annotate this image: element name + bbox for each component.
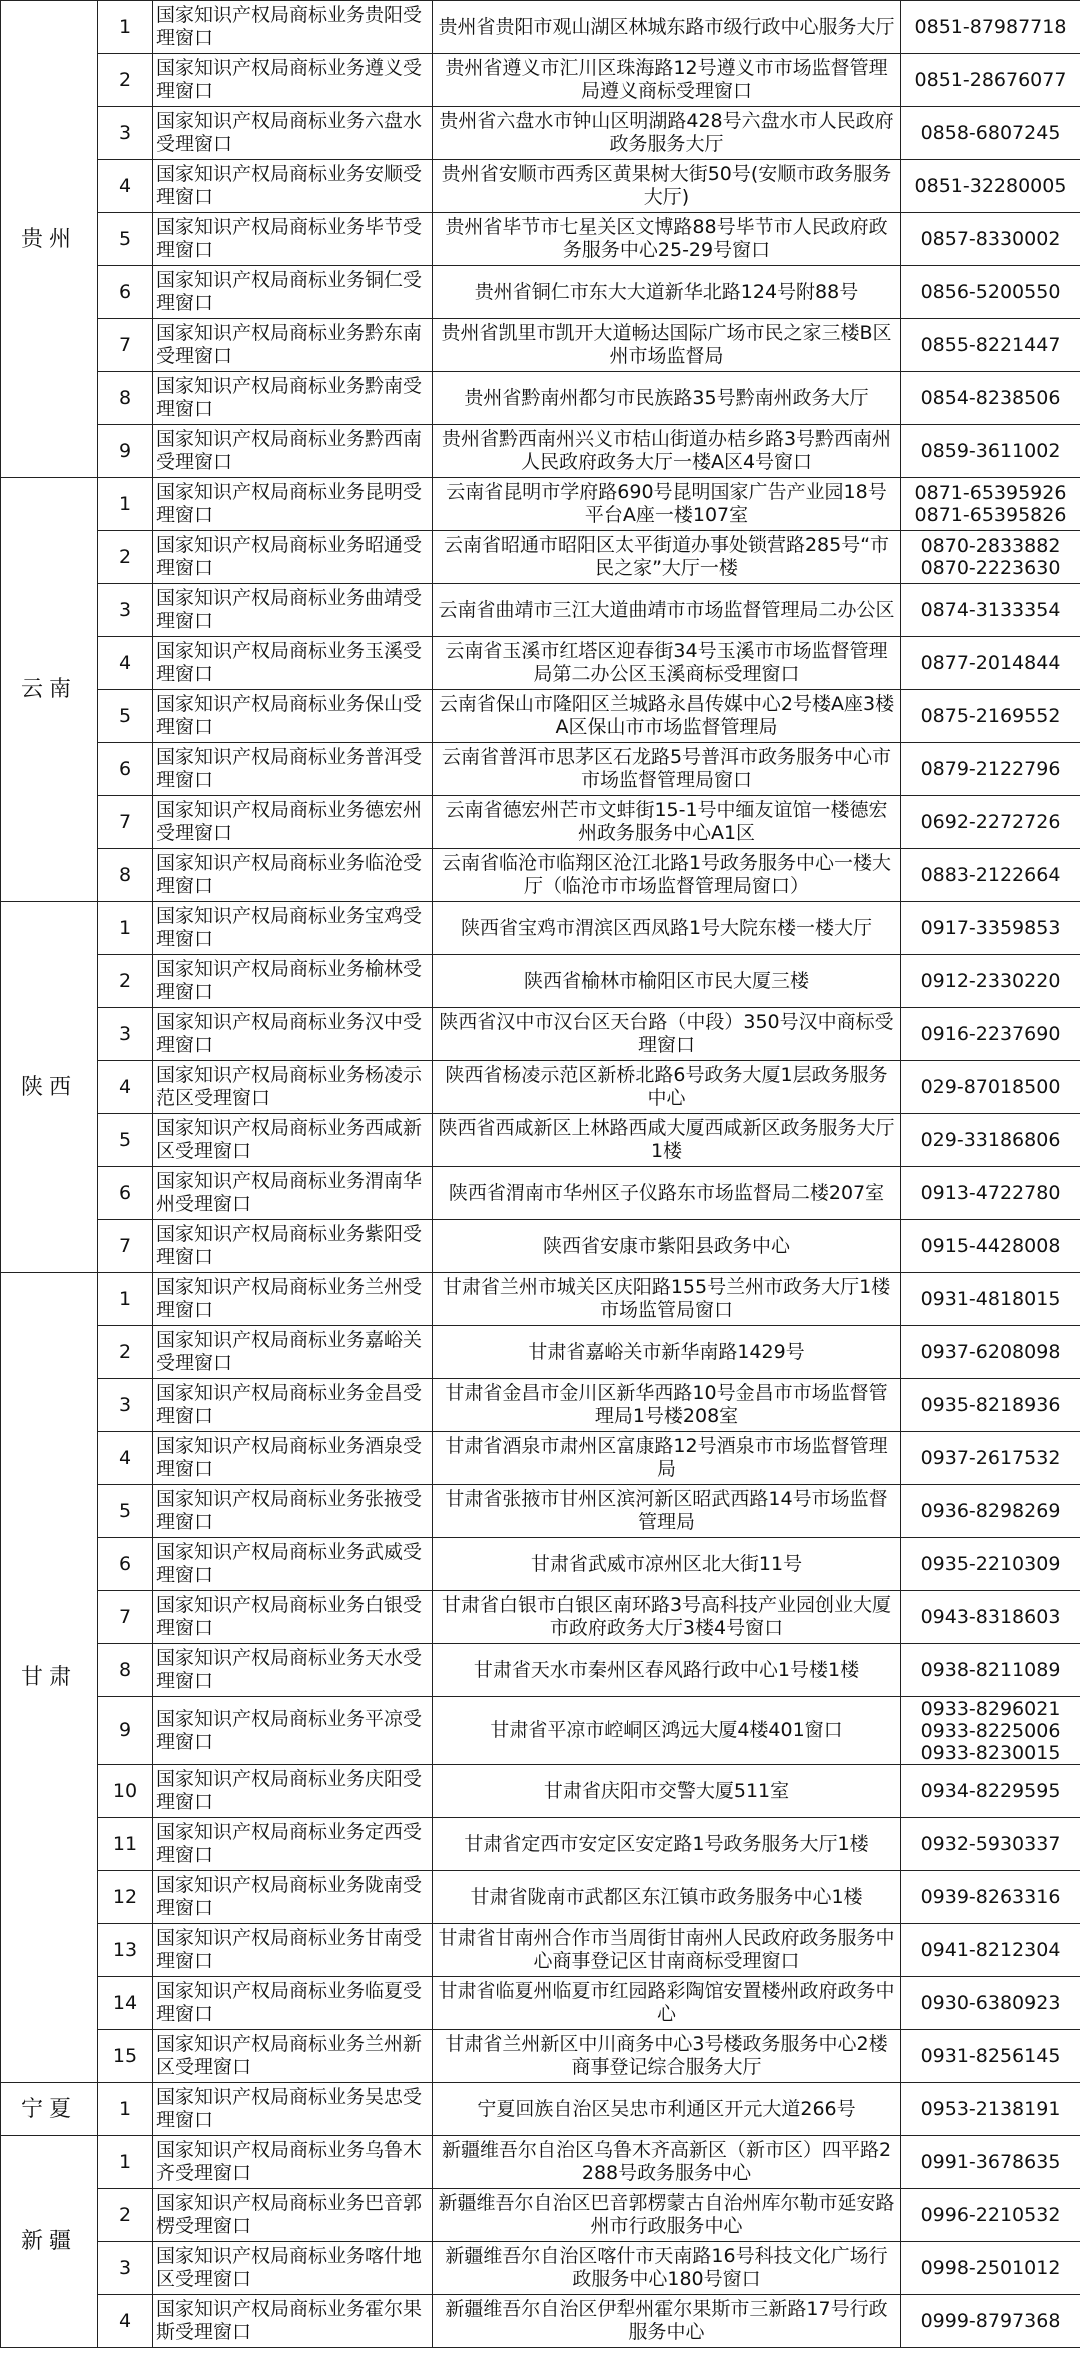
office-name-cell: 国家知识产权局商标业务甘南受理窗口 [153, 1924, 433, 1977]
address-cell: 甘肃省兰州新区中川商务中心3号楼政务服务中心2楼商事登记综合服务大厅 [433, 2030, 901, 2083]
table-row [1, 107, 1080, 160]
table-row [1, 2136, 1080, 2189]
table-row [1, 213, 1080, 266]
address-cell: 贵州省贵阳市观山湖区林城东路市级行政中心服务大厅 [433, 1, 901, 54]
table-row [1, 1061, 1080, 1114]
phone-cell: 0996-2210532 [901, 2189, 1080, 2242]
table-row [1, 425, 1080, 478]
table-row [1, 319, 1080, 372]
office-name-cell: 国家知识产权局商标业务紫阳受理窗口 [153, 1220, 433, 1273]
office-name-cell: 国家知识产权局商标业务庆阳受理窗口 [153, 1765, 433, 1818]
address-cell: 陕西省西咸新区上林路西咸大厦西咸新区政务服务大厅1楼 [433, 1114, 901, 1167]
table-row [1, 1167, 1080, 1220]
office-name-cell: 国家知识产权局商标业务毕节受理窗口 [153, 213, 433, 266]
row-number-cell: 1 [98, 1, 153, 54]
phone-cell: 0883-2122664 [901, 849, 1080, 902]
address-cell: 贵州省遵义市汇川区珠海路12号遵义市市场监督管理局遵义商标受理窗口 [433, 54, 901, 107]
office-name-cell: 国家知识产权局商标业务张掖受理窗口 [153, 1485, 433, 1538]
row-number-cell: 2 [98, 955, 153, 1008]
row-number-cell: 2 [98, 54, 153, 107]
row-number-cell: 13 [98, 1924, 153, 1977]
row-number-cell: 7 [98, 796, 153, 849]
phone-cell: 029-87018500 [901, 1061, 1080, 1114]
table-row [1, 637, 1080, 690]
row-number-cell: 9 [98, 425, 153, 478]
address-cell: 甘肃省酒泉市肃州区富康路12号酒泉市市场监督管理局 [433, 1432, 901, 1485]
office-name-cell: 国家知识产权局商标业务陇南受理窗口 [153, 1871, 433, 1924]
phone-cell: 0932-5930337 [901, 1818, 1080, 1871]
table-row [1, 849, 1080, 902]
address-cell: 新疆维吾尔自治区乌鲁木齐高新区（新市区）四平路2288号政务服务中心 [433, 2136, 901, 2189]
row-number-cell: 2 [98, 1326, 153, 1379]
phone-cell: 0855-8221447 [901, 319, 1080, 372]
table-row [1, 955, 1080, 1008]
address-cell: 贵州省黔西南州兴义市桔山街道办桔乡路3号黔西南州人民政府政务大厅一楼A区4号窗口 [433, 425, 901, 478]
address-cell: 甘肃省白银市白银区南环路3号高科技产业园创业大厦市政府政务大厅3楼4号窗口 [433, 1591, 901, 1644]
office-name-cell: 国家知识产权局商标业务霍尔果斯受理窗口 [153, 2295, 433, 2348]
office-name-cell: 国家知识产权局商标业务榆林受理窗口 [153, 955, 433, 1008]
row-number-cell: 4 [98, 2295, 153, 2348]
row-number-cell: 9 [98, 1697, 153, 1765]
row-number-cell: 12 [98, 1871, 153, 1924]
row-number-cell: 4 [98, 160, 153, 213]
office-name-cell: 国家知识产权局商标业务兰州新区受理窗口 [153, 2030, 433, 2083]
office-name-cell: 国家知识产权局商标业务德宏州受理窗口 [153, 796, 433, 849]
office-name-cell: 国家知识产权局商标业务临沧受理窗口 [153, 849, 433, 902]
address-cell: 云南省临沧市临翔区沧江北路1号政务服务中心一楼大厅（临沧市市场监督管理局窗口） [433, 849, 901, 902]
office-name-cell: 国家知识产权局商标业务贵阳受理窗口 [153, 1, 433, 54]
phone-cell: 0879-2122796 [901, 743, 1080, 796]
table-row [1, 2030, 1080, 2083]
office-name-cell: 国家知识产权局商标业务乌鲁木齐受理窗口 [153, 2136, 433, 2189]
row-number-cell: 1 [98, 2136, 153, 2189]
row-number-cell: 11 [98, 1818, 153, 1871]
row-number-cell: 3 [98, 2242, 153, 2295]
row-number-cell: 7 [98, 1591, 153, 1644]
table-row [1, 1977, 1080, 2030]
table-row [1, 1008, 1080, 1061]
province-cell: 云南 [1, 478, 98, 902]
office-name-cell: 国家知识产权局商标业务嘉峪关受理窗口 [153, 1326, 433, 1379]
row-number-cell: 1 [98, 478, 153, 531]
table-row [1, 1220, 1080, 1273]
row-number-cell: 8 [98, 372, 153, 425]
office-name-cell: 国家知识产权局商标业务兰州受理窗口 [153, 1273, 433, 1326]
table-row [1, 690, 1080, 743]
table-row [1, 531, 1080, 584]
address-cell: 贵州省毕节市七星关区文博路88号毕节市人民政府政务服务中心25-29号窗口 [433, 213, 901, 266]
row-number-cell: 7 [98, 319, 153, 372]
table-row [1, 2189, 1080, 2242]
phone-cell: 0935-8218936 [901, 1379, 1080, 1432]
row-number-cell: 2 [98, 531, 153, 584]
address-cell: 甘肃省临夏州临夏市红园路彩陶馆安置楼州政府政务中心 [433, 1977, 901, 2030]
table-row [1, 1538, 1080, 1591]
row-number-cell: 7 [98, 1220, 153, 1273]
row-number-cell: 1 [98, 2083, 153, 2136]
phone-cell: 0871-65395926 0871-65395826 [901, 478, 1080, 531]
phone-cell: 029-33186806 [901, 1114, 1080, 1167]
office-name-cell: 国家知识产权局商标业务玉溪受理窗口 [153, 637, 433, 690]
phone-cell: 0692-2272726 [901, 796, 1080, 849]
phone-cell: 0870-2833882 0870-2223630 [901, 531, 1080, 584]
phone-cell: 0933-8296021 0933-8225006 0933-8230015 [901, 1697, 1080, 1765]
office-name-cell: 国家知识产权局商标业务保山受理窗口 [153, 690, 433, 743]
row-number-cell: 5 [98, 690, 153, 743]
table-row [1, 1273, 1080, 1326]
row-number-cell: 4 [98, 1432, 153, 1485]
phone-cell: 0943-8318603 [901, 1591, 1080, 1644]
phone-cell: 0856-5200550 [901, 266, 1080, 319]
province-cell: 贵州 [1, 1, 98, 478]
address-cell: 云南省保山市隆阳区兰城路永昌传媒中心2号楼A座3楼A区保山市市场监督管理局 [433, 690, 901, 743]
office-name-cell: 国家知识产权局商标业务定西受理窗口 [153, 1818, 433, 1871]
office-name-cell: 国家知识产权局商标业务昆明受理窗口 [153, 478, 433, 531]
row-number-cell: 6 [98, 1167, 153, 1220]
table-row [1, 1591, 1080, 1644]
table-row [1, 2295, 1080, 2348]
address-cell: 甘肃省天水市秦州区春风路行政中心1号楼1楼 [433, 1644, 901, 1697]
office-name-cell: 国家知识产权局商标业务安顺受理窗口 [153, 160, 433, 213]
address-cell: 新疆维吾尔自治区巴音郭楞蒙古自治州库尔勒市延安路州市行政服务中心 [433, 2189, 901, 2242]
phone-cell: 0935-2210309 [901, 1538, 1080, 1591]
address-cell: 云南省曲靖市三江大道曲靖市市场监督管理局二办公区 [433, 584, 901, 637]
row-number-cell: 4 [98, 1061, 153, 1114]
address-cell: 甘肃省陇南市武都区东江镇市政务服务中心1楼 [433, 1871, 901, 1924]
address-cell: 甘肃省张掖市甘州区滨河新区昭武西路14号市场监督管理局 [433, 1485, 901, 1538]
row-number-cell: 3 [98, 1379, 153, 1432]
office-name-cell: 国家知识产权局商标业务杨凌示范区受理窗口 [153, 1061, 433, 1114]
phone-cell: 0917-3359853 [901, 902, 1080, 955]
phone-cell: 0877-2014844 [901, 637, 1080, 690]
office-name-cell: 国家知识产权局商标业务汉中受理窗口 [153, 1008, 433, 1061]
row-number-cell: 6 [98, 1538, 153, 1591]
phone-cell: 0851-28676077 [901, 54, 1080, 107]
phone-cell: 0939-8263316 [901, 1871, 1080, 1924]
office-name-cell: 国家知识产权局商标业务天水受理窗口 [153, 1644, 433, 1697]
row-number-cell: 10 [98, 1765, 153, 1818]
table-row [1, 1379, 1080, 1432]
office-name-cell: 国家知识产权局商标业务喀什地区受理窗口 [153, 2242, 433, 2295]
table-row [1, 1818, 1080, 1871]
province-cell: 陕西 [1, 902, 98, 1273]
office-name-cell: 国家知识产权局商标业务铜仁受理窗口 [153, 266, 433, 319]
province-cell: 甘肃 [1, 1273, 98, 2083]
office-name-cell: 国家知识产权局商标业务六盘水受理窗口 [153, 107, 433, 160]
table-row [1, 1871, 1080, 1924]
office-name-cell: 国家知识产权局商标业务遵义受理窗口 [153, 54, 433, 107]
table-row [1, 1485, 1080, 1538]
table-row [1, 1114, 1080, 1167]
address-cell: 甘肃省平凉市崆峒区鸿远大厦4楼401窗口 [433, 1697, 901, 1765]
address-cell: 甘肃省甘南州合作市当周街甘南州人民政府政务服务中心商事登记区甘南商标受理窗口 [433, 1924, 901, 1977]
address-cell: 云南省昆明市学府路690号昆明国家广告产业园18号平台A座一楼107室 [433, 478, 901, 531]
province-cell: 宁夏 [1, 2083, 98, 2136]
address-cell: 陕西省汉中市汉台区天台路（中段）350号汉中商标受理窗口 [433, 1008, 901, 1061]
office-name-cell: 国家知识产权局商标业务宝鸡受理窗口 [153, 902, 433, 955]
row-number-cell: 5 [98, 1485, 153, 1538]
phone-cell: 0930-6380923 [901, 1977, 1080, 2030]
table-row [1, 743, 1080, 796]
phone-cell: 0934-8229595 [901, 1765, 1080, 1818]
row-number-cell: 1 [98, 1273, 153, 1326]
office-name-cell: 国家知识产权局商标业务渭南华州受理窗口 [153, 1167, 433, 1220]
office-name-cell: 国家知识产权局商标业务金昌受理窗口 [153, 1379, 433, 1432]
row-number-cell: 8 [98, 849, 153, 902]
table-row [1, 266, 1080, 319]
phone-cell: 0991-3678635 [901, 2136, 1080, 2189]
phone-cell: 0941-8212304 [901, 1924, 1080, 1977]
office-name-cell: 国家知识产权局商标业务吴忠受理窗口 [153, 2083, 433, 2136]
phone-cell: 0931-4818015 [901, 1273, 1080, 1326]
phone-cell: 0851-32280005 [901, 160, 1080, 213]
table-body [1, 1, 1080, 2348]
phone-cell: 0913-4722780 [901, 1167, 1080, 1220]
phone-cell: 0938-8211089 [901, 1644, 1080, 1697]
row-number-cell: 3 [98, 1008, 153, 1061]
address-cell: 云南省玉溪市红塔区迎春街34号玉溪市市场监督管理局第二办公区玉溪商标受理窗口 [433, 637, 901, 690]
phone-cell: 0912-2330220 [901, 955, 1080, 1008]
row-number-cell: 3 [98, 107, 153, 160]
address-cell: 甘肃省兰州市城关区庆阳路155号兰州市政务大厅1楼市场监管局窗口 [433, 1273, 901, 1326]
row-number-cell: 15 [98, 2030, 153, 2083]
phone-cell: 0859-3611002 [901, 425, 1080, 478]
row-number-cell: 4 [98, 637, 153, 690]
address-cell: 新疆维吾尔自治区伊犁州霍尔果斯市三新路17号行政服务中心 [433, 2295, 901, 2348]
table-row [1, 1326, 1080, 1379]
province-cell: 新疆 [1, 2136, 98, 2348]
address-cell: 云南省德宏州芒市文蚌街15-1号中缅友谊馆一楼德宏州政务服务中心A1区 [433, 796, 901, 849]
table-row [1, 584, 1080, 637]
office-name-cell: 国家知识产权局商标业务西咸新区受理窗口 [153, 1114, 433, 1167]
office-name-cell: 国家知识产权局商标业务武威受理窗口 [153, 1538, 433, 1591]
row-number-cell: 8 [98, 1644, 153, 1697]
address-cell: 陕西省渭南市华州区子仪路东市场监督局二楼207室 [433, 1167, 901, 1220]
address-cell: 贵州省凯里市凯开大道畅达国际广场市民之家三楼B区州市场监督局 [433, 319, 901, 372]
table-row [1, 478, 1080, 531]
phone-cell: 0936-8298269 [901, 1485, 1080, 1538]
phone-cell: 0875-2169552 [901, 690, 1080, 743]
row-number-cell: 14 [98, 1977, 153, 2030]
office-name-cell: 国家知识产权局商标业务临夏受理窗口 [153, 1977, 433, 2030]
table-row [1, 160, 1080, 213]
table-row [1, 796, 1080, 849]
row-number-cell: 5 [98, 213, 153, 266]
phone-cell: 0937-6208098 [901, 1326, 1080, 1379]
address-cell: 云南省普洱市思茅区石龙路5号普洱市政务服务中心市市场监督管理局窗口 [433, 743, 901, 796]
table-row [1, 1, 1080, 54]
table-row [1, 1765, 1080, 1818]
address-cell: 甘肃省定西市安定区安定路1号政务服务大厅1楼 [433, 1818, 901, 1871]
table-row [1, 1697, 1080, 1765]
office-name-cell: 国家知识产权局商标业务平凉受理窗口 [153, 1697, 433, 1765]
address-cell: 陕西省杨凌示范区新桥北路6号政务大厦1层政务服务中心 [433, 1061, 901, 1114]
phone-cell: 0915-4428008 [901, 1220, 1080, 1273]
address-cell: 贵州省六盘水市钟山区明湖路428号六盘水市人民政府政务服务大厅 [433, 107, 901, 160]
office-name-cell: 国家知识产权局商标业务白银受理窗口 [153, 1591, 433, 1644]
office-name-cell: 国家知识产权局商标业务昭通受理窗口 [153, 531, 433, 584]
table-row [1, 2242, 1080, 2295]
phone-cell: 0916-2237690 [901, 1008, 1080, 1061]
row-number-cell: 1 [98, 902, 153, 955]
address-cell: 陕西省安康市紫阳县政务中心 [433, 1220, 901, 1273]
office-name-cell: 国家知识产权局商标业务黔南受理窗口 [153, 372, 433, 425]
phone-cell: 0874-3133354 [901, 584, 1080, 637]
address-cell: 甘肃省庆阳市交警大厦511室 [433, 1765, 901, 1818]
address-cell: 宁夏回族自治区吴忠市利通区开元大道266号 [433, 2083, 901, 2136]
address-cell: 贵州省铜仁市东大大道新华北路124号附88号 [433, 266, 901, 319]
phone-cell: 0999-8797368 [901, 2295, 1080, 2348]
office-name-cell: 国家知识产权局商标业务普洱受理窗口 [153, 743, 433, 796]
phone-cell: 0854-8238506 [901, 372, 1080, 425]
address-cell: 新疆维吾尔自治区喀什市天南路16号科技文化广场行政服务中心180号窗口 [433, 2242, 901, 2295]
phone-cell: 0931-8256145 [901, 2030, 1080, 2083]
row-number-cell: 2 [98, 2189, 153, 2242]
row-number-cell: 5 [98, 1114, 153, 1167]
phone-cell: 0953-2138191 [901, 2083, 1080, 2136]
address-cell: 陕西省宝鸡市渭滨区西凤路1号大院东楼一楼大厅 [433, 902, 901, 955]
address-cell: 贵州省黔南州都匀市民族路35号黔南州政务大厅 [433, 372, 901, 425]
phone-cell: 0858-6807245 [901, 107, 1080, 160]
row-number-cell: 6 [98, 743, 153, 796]
office-name-cell: 国家知识产权局商标业务酒泉受理窗口 [153, 1432, 433, 1485]
table-row [1, 902, 1080, 955]
office-name-cell: 国家知识产权局商标业务巴音郭楞受理窗口 [153, 2189, 433, 2242]
address-cell: 贵州省安顺市西秀区黄果树大街50号(安顺市政务服务大厅) [433, 160, 901, 213]
office-name-cell: 国家知识产权局商标业务黔东南受理窗口 [153, 319, 433, 372]
table-row [1, 1432, 1080, 1485]
phone-cell: 0998-2501012 [901, 2242, 1080, 2295]
table-row [1, 372, 1080, 425]
address-cell: 甘肃省武威市凉州区北大街11号 [433, 1538, 901, 1591]
address-cell: 云南省昭通市昭阳区太平街道办事处锁营路285号“市民之家”大厅一楼 [433, 531, 901, 584]
phone-cell: 0857-8330002 [901, 213, 1080, 266]
office-name-cell: 国家知识产权局商标业务曲靖受理窗口 [153, 584, 433, 637]
table-row [1, 54, 1080, 107]
phone-cell: 0937-2617532 [901, 1432, 1080, 1485]
table-row [1, 2083, 1080, 2136]
address-cell: 陕西省榆林市榆阳区市民大厦三楼 [433, 955, 901, 1008]
office-name-cell: 国家知识产权局商标业务黔西南受理窗口 [153, 425, 433, 478]
address-cell: 甘肃省嘉峪关市新华南路1429号 [433, 1326, 901, 1379]
address-cell: 甘肃省金昌市金川区新华西路10号金昌市市场监督管理局1号楼208室 [433, 1379, 901, 1432]
row-number-cell: 3 [98, 584, 153, 637]
table-row [1, 1924, 1080, 1977]
row-number-cell: 6 [98, 266, 153, 319]
phone-cell: 0851-87987718 [901, 1, 1080, 54]
table-row [1, 1644, 1080, 1697]
